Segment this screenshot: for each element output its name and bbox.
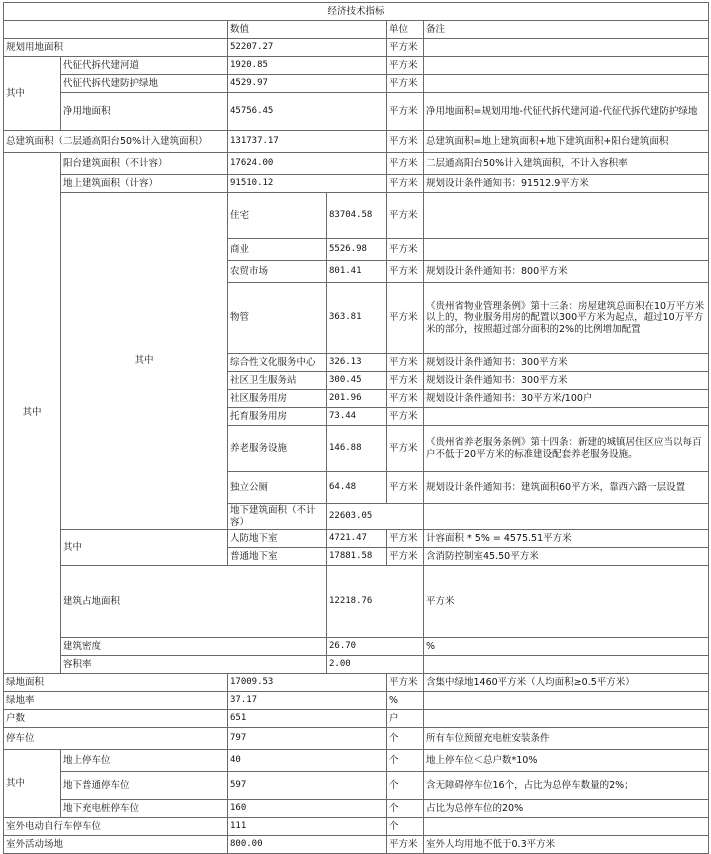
row-value: 37.17 <box>228 692 387 710</box>
row-unit: % <box>387 692 424 710</box>
row-value: 4529.97 <box>228 75 387 93</box>
row-value: 5526.98 <box>327 239 387 261</box>
table-row <box>4 193 709 239</box>
title-row <box>4 3 709 21</box>
row-value: 45756.45 <box>228 93 387 131</box>
row-value: 146.88 <box>327 426 387 472</box>
row-value: 300.45 <box>327 372 387 390</box>
row-label: 净用地面积 <box>61 93 228 131</box>
table-row <box>4 692 709 710</box>
row-unit: 平方米 <box>387 372 424 390</box>
row-value: 83704.58 <box>327 193 387 239</box>
table-row <box>4 566 709 638</box>
row-note: 规划设计条件通知书：91512.9平方米 <box>424 175 709 193</box>
row-value: 17009.53 <box>228 674 387 692</box>
row-label: 户数 <box>4 710 228 728</box>
row-unit: 平方米 <box>387 175 424 193</box>
row-unit: 平方米 <box>387 193 424 239</box>
row-note: 规划设计条件通知书：800平方米 <box>424 261 709 283</box>
table-row <box>4 175 709 193</box>
row-label: 独立公厕 <box>228 472 327 504</box>
row-note: 规划设计条件通知书：30平方米/100户 <box>424 390 709 408</box>
table-row <box>4 836 709 854</box>
table-row <box>4 638 709 656</box>
group-label: 其中 <box>4 57 61 131</box>
row-label: 地下充电桩停车位 <box>61 800 228 818</box>
row-value: 26.70 <box>327 638 424 656</box>
row-label: 地下建筑面积（不计容） <box>228 504 327 530</box>
table-row <box>4 728 709 750</box>
row-unit <box>424 656 709 674</box>
row-unit: 平方米 <box>387 674 424 692</box>
row-unit: 平方米 <box>387 239 424 261</box>
header-unit: 单位 <box>387 21 424 39</box>
row-value: 73.44 <box>327 408 387 426</box>
table-row <box>4 93 709 131</box>
row-label: 人防地下室 <box>228 530 327 548</box>
row-unit: 个 <box>387 818 424 836</box>
row-unit: 平方米 <box>387 39 424 57</box>
table-row <box>4 710 709 728</box>
row-unit: 个 <box>387 800 424 818</box>
row-value: 363.81 <box>327 283 387 354</box>
row-note <box>424 408 709 426</box>
row-note <box>424 75 709 93</box>
subgroup-label: 其中 <box>61 530 228 566</box>
row-label: 地上建筑面积（计容） <box>61 175 228 193</box>
row-label: 建筑占地面积 <box>61 566 327 638</box>
row-value: 801.41 <box>327 261 387 283</box>
row-value: 40 <box>228 750 387 772</box>
group-label: 其中 <box>4 750 61 818</box>
row-label: 普通地下室 <box>228 548 327 566</box>
row-unit: 户 <box>387 710 424 728</box>
row-note: 室外人均用地不低于0.3平方米 <box>424 836 709 854</box>
row-note <box>424 39 709 57</box>
row-value: 326.13 <box>327 354 387 372</box>
table-row <box>4 818 709 836</box>
row-value: 64.48 <box>327 472 387 504</box>
row-note <box>424 193 709 239</box>
row-unit: 个 <box>387 772 424 800</box>
row-note: 《贵州省物业管理条例》第十三条：房屋建筑总面积在10万平方米以上的，物业服务用房的配置以300平方米为起点，超过10万平方米的部分，按照超过部分面积的2%的比例增加配置 <box>424 283 709 354</box>
row-note <box>424 239 709 261</box>
row-unit: 平方米 <box>424 566 709 638</box>
row-unit: 平方米 <box>387 131 424 153</box>
economic-indicators-table <box>3 2 709 854</box>
row-value: 201.96 <box>327 390 387 408</box>
row-unit: 平方米 <box>387 408 424 426</box>
subgroup-label: 其中 <box>61 193 228 530</box>
row-label: 综合性文化服务中心 <box>228 354 327 372</box>
row-note: 规划设计条件通知书：300平方米 <box>424 372 709 390</box>
row-value: 111 <box>228 818 387 836</box>
row-note: 含消防控制室45.50平方米 <box>424 548 709 566</box>
row-label: 养老服务设施 <box>228 426 327 472</box>
row-label: 代征代拆代建防护绿地 <box>61 75 228 93</box>
row-note: 规划设计条件通知书：300平方米 <box>424 354 709 372</box>
table-row <box>4 57 709 75</box>
table-row <box>4 153 709 175</box>
header-note: 备注 <box>424 21 709 39</box>
row-note: 二层通高阳台50%计入建筑面积，不计入容积率 <box>424 153 709 175</box>
row-unit: 平方米 <box>387 548 424 566</box>
row-value: 131737.17 <box>228 131 387 153</box>
row-unit: 平方米 <box>387 153 424 175</box>
row-label: 绿地率 <box>4 692 228 710</box>
table-row <box>4 75 709 93</box>
row-label: 代征代拆代建河道 <box>61 57 228 75</box>
row-unit: 平方米 <box>387 261 424 283</box>
row-value: 651 <box>228 710 387 728</box>
row-note <box>424 57 709 75</box>
row-unit: 平方米 <box>387 426 424 472</box>
row-label: 室外活动场地 <box>4 836 228 854</box>
row-label: 商业 <box>228 239 327 261</box>
table-row <box>4 39 709 57</box>
header-item <box>4 21 228 39</box>
table-row <box>4 656 709 674</box>
row-value: 4721.47 <box>327 530 387 548</box>
row-note: 所有车位预留充电桩安装条件 <box>424 728 709 750</box>
row-value: 597 <box>228 772 387 800</box>
row-label: 地下普通停车位 <box>61 772 228 800</box>
header-value: 数值 <box>228 21 387 39</box>
row-label: 规划用地面积 <box>4 39 228 57</box>
row-label: 物管 <box>228 283 327 354</box>
row-note: 地上停车位＜总户数*10% <box>424 750 709 772</box>
row-value: 2.00 <box>327 656 424 674</box>
row-value: 797 <box>228 728 387 750</box>
row-label: 农贸市场 <box>228 261 327 283</box>
row-value: 17881.58 <box>327 548 387 566</box>
header-row <box>4 21 709 39</box>
row-note <box>424 818 709 836</box>
table-row <box>4 530 709 548</box>
row-label: 社区卫生服务站 <box>228 372 327 390</box>
row-unit: 平方米 <box>387 354 424 372</box>
row-unit: 平方米 <box>387 57 424 75</box>
row-label: 地上停车位 <box>61 750 228 772</box>
row-unit: 平方米 <box>387 530 424 548</box>
row-label: 总建筑面积（二层通高阳台50%计入建筑面积） <box>4 131 228 153</box>
row-value: 1920.85 <box>228 57 387 75</box>
row-value: 17624.00 <box>228 153 387 175</box>
row-value: 160 <box>228 800 387 818</box>
row-unit: 平方米 <box>387 390 424 408</box>
row-label: 室外电动自行车停车位 <box>4 818 228 836</box>
row-value: 12218.76 <box>327 566 424 638</box>
row-label: 建筑密度 <box>61 638 327 656</box>
row-unit: 个 <box>387 750 424 772</box>
row-label: 容积率 <box>61 656 327 674</box>
row-value: 22603.05 <box>327 504 424 530</box>
row-note: 净用地面积=规划用地-代征代拆代建河道-代征代拆代建防护绿地 <box>424 93 709 131</box>
row-label: 住宅 <box>228 193 327 239</box>
row-note: 计容面积 * 5% = 4575.51平方米 <box>424 530 709 548</box>
table-row <box>4 131 709 153</box>
row-note: 《贵州省养老服务条例》第十四条：新建的城镇居住区应当以每百户不低于20平方米的标准建设配套养老服务设施。 <box>424 426 709 472</box>
row-note: 含无障碍停车位16个，占比为总停车数量的2%； <box>424 772 709 800</box>
row-unit: 平方米 <box>387 472 424 504</box>
table-row <box>4 750 709 772</box>
row-label: 停车位 <box>4 728 228 750</box>
row-unit: 平方米 <box>387 836 424 854</box>
row-note <box>424 710 709 728</box>
row-unit: 平方米 <box>387 93 424 131</box>
row-value: 52207.27 <box>228 39 387 57</box>
row-unit <box>424 504 709 530</box>
row-unit: % <box>424 638 709 656</box>
row-note: 规划设计条件通知书：建筑面积60平方米，靠西六路一层设置 <box>424 472 709 504</box>
row-label: 托育服务用房 <box>228 408 327 426</box>
row-label: 阳台建筑面积（不计容） <box>61 153 228 175</box>
table-title: 经济技术指标 <box>4 3 709 21</box>
row-note: 占比为总停车位的20% <box>424 800 709 818</box>
row-note <box>424 692 709 710</box>
row-label: 社区服务用房 <box>228 390 327 408</box>
table-row <box>4 800 709 818</box>
row-label: 绿地面积 <box>4 674 228 692</box>
table-row <box>4 772 709 800</box>
row-note: 总建筑面积=地上建筑面积+地下建筑面积+阳台建筑面积 <box>424 131 709 153</box>
row-note: 含集中绿地1460平方米（人均面积≥0.5平方米） <box>424 674 709 692</box>
row-value: 91510.12 <box>228 175 387 193</box>
row-value: 800.00 <box>228 836 387 854</box>
table-row <box>4 674 709 692</box>
row-unit: 平方米 <box>387 283 424 354</box>
row-unit: 个 <box>387 728 424 750</box>
group-label: 其中 <box>4 153 61 674</box>
row-unit: 平方米 <box>387 75 424 93</box>
